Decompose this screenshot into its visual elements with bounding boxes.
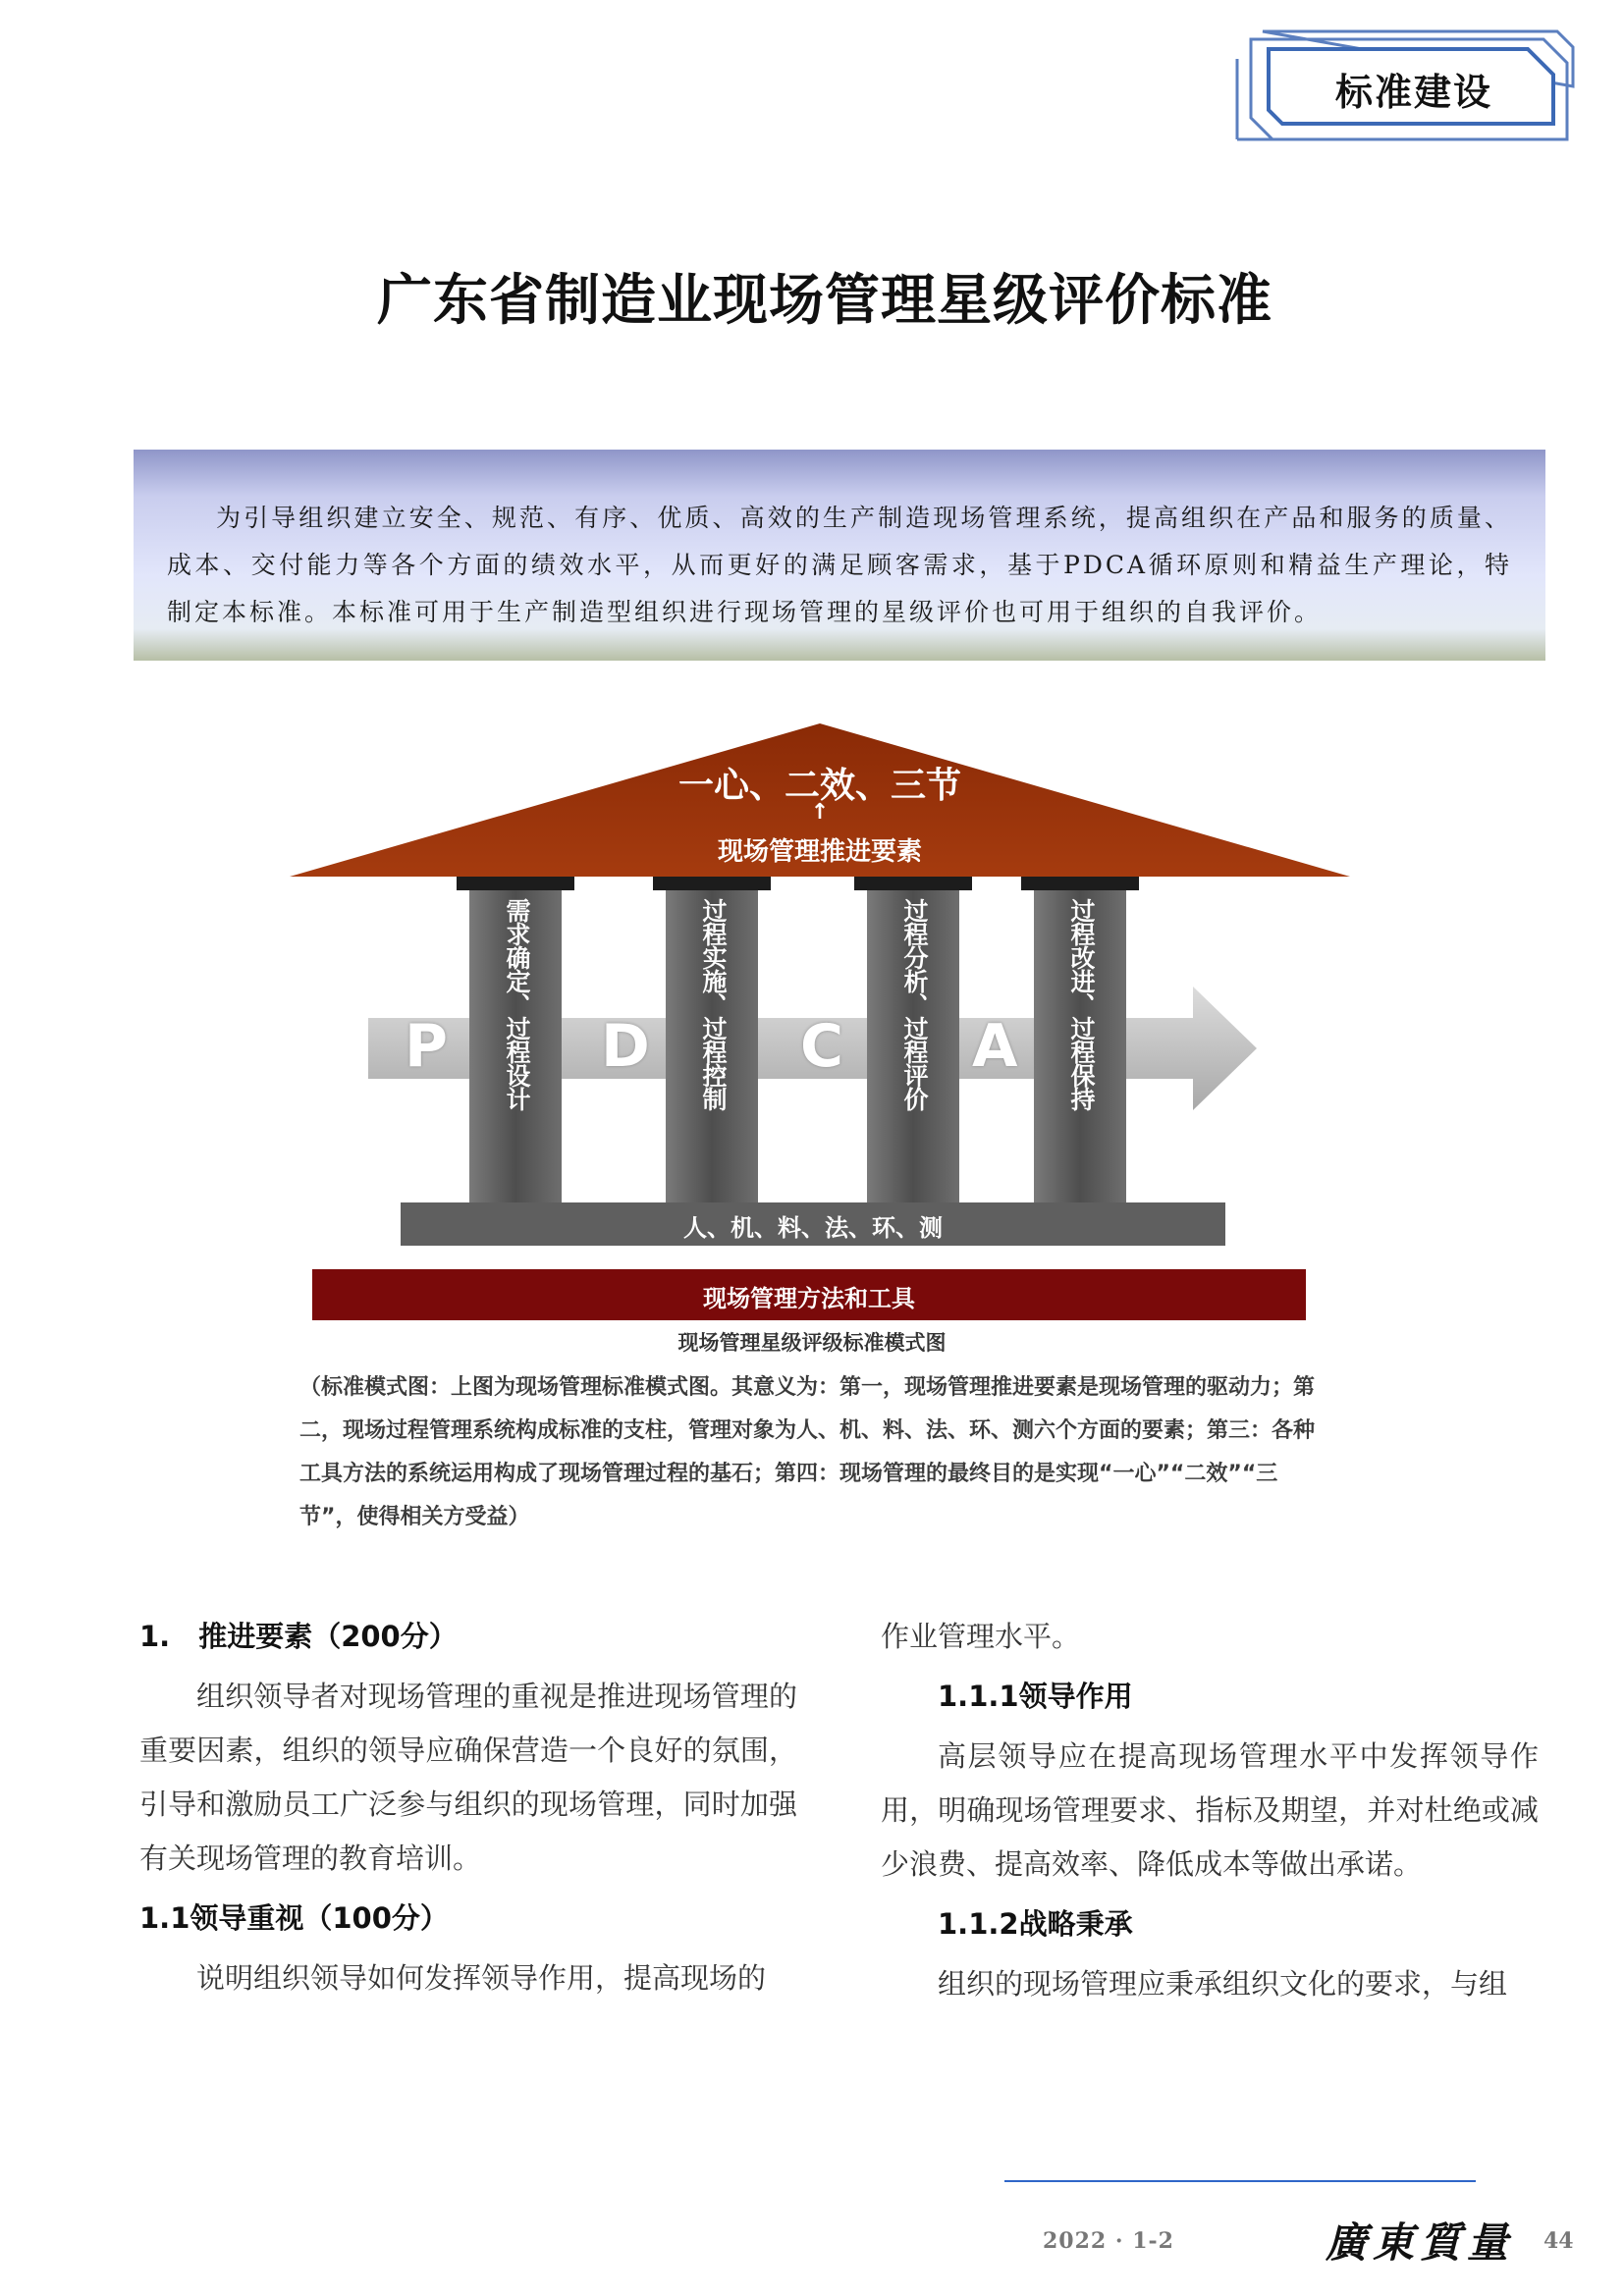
pdca-a: A	[972, 1012, 1018, 1081]
intro-box	[134, 450, 1545, 661]
heading-1-1: 1.1领导重视（100分）	[139, 1901, 449, 1935]
base-methods: 现场管理方法和工具	[703, 1284, 915, 1312]
body-column-left	[139, 1610, 797, 2005]
house-diagram	[285, 712, 1355, 1330]
pillar-cap-2	[653, 877, 771, 890]
section-label: 标准建设	[1334, 70, 1492, 114]
pillar-3-text: 过程分析、过程评价	[900, 898, 929, 1110]
pillar-4-text: 过程改进、过程保持	[1067, 898, 1096, 1110]
paragraph: 说明组织领导如何发挥领导作用，提高现场的	[196, 1961, 767, 1995]
pillar-1-text: 需求确定、过程设计	[503, 898, 531, 1110]
pdca-c: C	[800, 1012, 844, 1081]
footer-rule	[1004, 2180, 1476, 2182]
roof-arrow-icon: ↑	[810, 800, 830, 825]
heading-1-1-1: 1.1.1领导作用	[938, 1680, 1133, 1713]
roof-driver: 现场管理推进要素	[717, 837, 922, 867]
diagram-caption-title: 现场管理星级评级标准模式图	[677, 1331, 947, 1355]
heading-1-1-2: 1.1.2战略秉承	[938, 1907, 1133, 1941]
pdca-p: P	[405, 1012, 448, 1081]
body-column-right	[881, 1610, 1539, 2011]
heading-1: 1. 推进要素（200分）	[139, 1620, 458, 1653]
roof-goal: 一心、二效、三节	[677, 766, 961, 806]
footer-issue: 2022 · 1-2	[1043, 2228, 1174, 2254]
paragraph: 高层领导应在提高现场管理水平中发挥领导作用，明确现场管理要求、指标及期望，并对杜绝或减少浪费、提高效率、降低成本等做出承诺。	[881, 1739, 1539, 1881]
pillar-cap-1	[457, 877, 574, 890]
paragraph: 组织的现场管理应秉承组织文化的要求，与组	[938, 1967, 1508, 2001]
magazine-logo: 廣東質量	[1326, 2218, 1515, 2267]
section-badge	[1233, 29, 1577, 147]
diagram-caption-body: （标准模式图：上图为现场管理标准模式图。其意义为：第一，现场管理推进要素是现场管理的驱动力；第二，现场过程管理系统构成标准的支柱，管理对象为人、机、料、法、环、测六个方面的要素；第三：各种工具方法的系统运用构成了现场管理过程的基石；第四：现场管理的最终目的是实现“一心”“二效”“三节”，使得相关方受益）	[299, 1375, 1316, 1529]
page-number: 44	[1543, 2228, 1574, 2254]
pillar-cap-3	[854, 877, 972, 890]
page-title: 广东省制造业现场管理星级评价标准	[377, 269, 1272, 333]
pdca-d: D	[601, 1012, 650, 1081]
paragraph: 组织领导者对现场管理的重视是推进现场管理的重要因素，组织的领导应确保营造一个良好的氛围，引导和激励员工广泛参与组织的现场管理，同时加强有关现场管理的教育培训。	[139, 1680, 797, 1875]
pillar-2-text: 过程实施、过程控制	[699, 898, 728, 1110]
intro-text: 为引导组织建立安全、规范、有序、优质、高效的生产制造现场管理系统，提高组织在产品和服务的质量、成本、交付能力等各个方面的绩效水平，从而更好的满足顾客需求，基于PDCA循环原则和精益生产理论，特制定本标准。本标准可用于生产制造型组织进行现场管理的星级评价也可用于组织的自我评价。	[167, 504, 1512, 626]
base-elements: 人、机、料、法、环、测	[683, 1213, 943, 1242]
paragraph: 作业管理水平。	[881, 1620, 1081, 1653]
pillar-cap-4	[1021, 877, 1139, 890]
